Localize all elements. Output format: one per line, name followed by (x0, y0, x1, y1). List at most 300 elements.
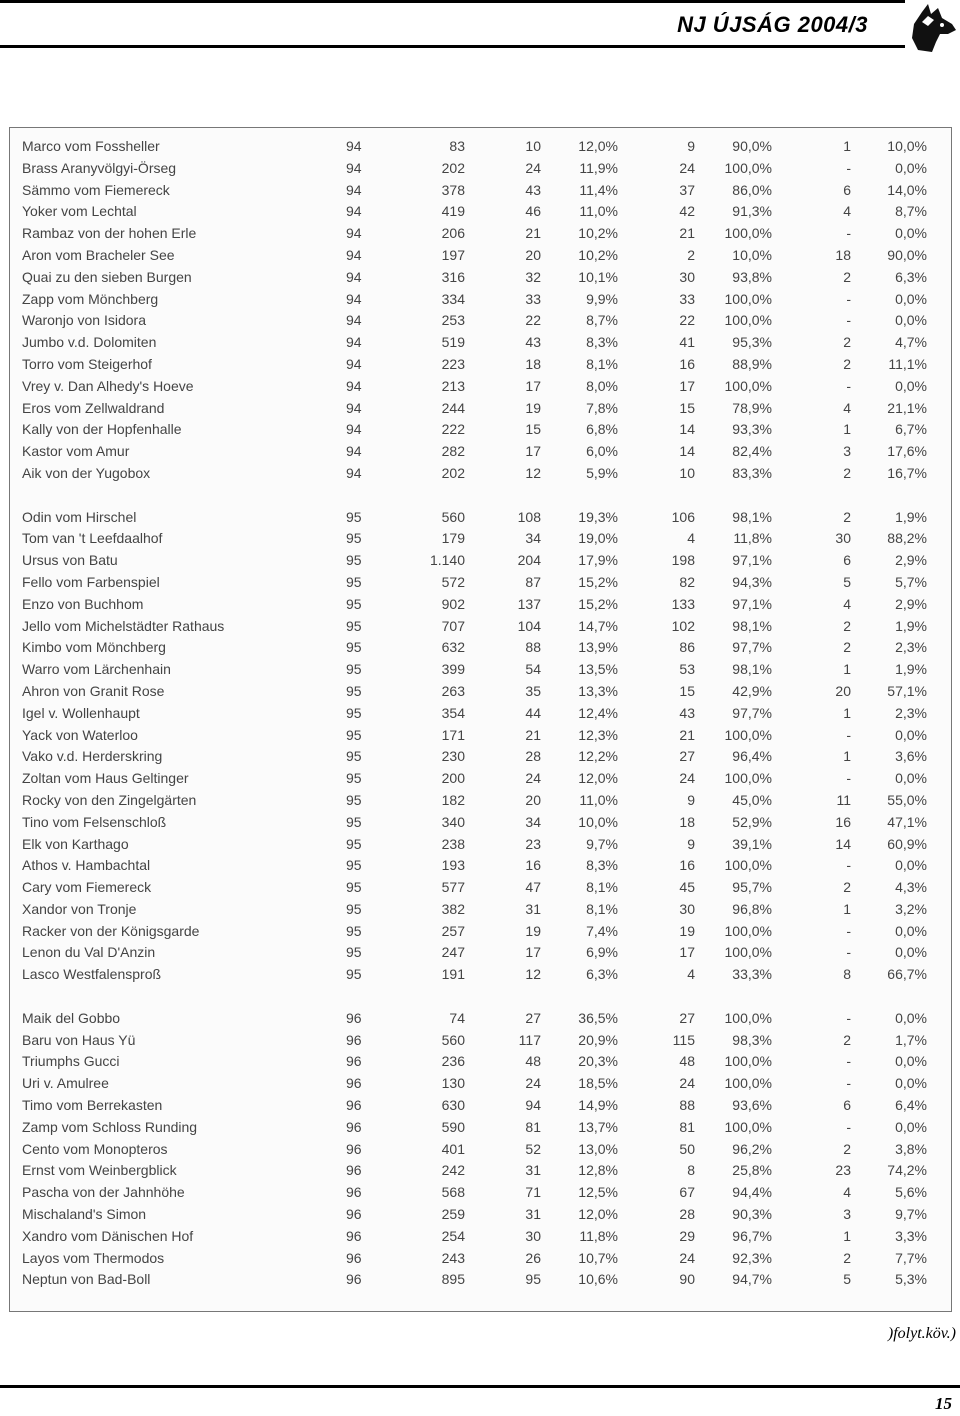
table-row (10, 855, 951, 877)
dog-name-cell: Pascha von der Jahnhöhe (22, 1184, 185, 1201)
col-count-b-cell: 2 (843, 617, 851, 634)
dog-name-cell: Cary vom Fiemereck (22, 879, 152, 896)
col-total-cell: 200 (441, 770, 465, 787)
col-count-a-cell: 33 (679, 290, 695, 307)
dog-name-cell: Ernst vom Weinbergblick (22, 1162, 177, 1179)
col-percent-a-cell: 92,3% (732, 1249, 772, 1266)
table-row (10, 616, 951, 638)
birth-year-cell: 95 (346, 573, 362, 590)
col-count-b-cell: - (846, 1075, 851, 1092)
col-count-a-cell: 4 (687, 530, 695, 547)
col-count-cell: 137 (517, 595, 541, 612)
col-percent-b-cell: 0,0% (895, 857, 927, 874)
col-percent-cell: 9,9% (586, 290, 618, 307)
table-row (10, 1051, 951, 1073)
col-count-b-cell: 14 (835, 835, 851, 852)
dog-name-cell: Brass Aranyvölgyi-Örseg (22, 159, 177, 176)
col-count-b-cell: - (846, 922, 851, 939)
col-count-cell: 18 (525, 355, 541, 372)
col-count-cell: 19 (525, 922, 541, 939)
col-count-a-cell: 42 (679, 203, 695, 220)
table-row (10, 398, 951, 420)
col-count-b-cell: 23 (835, 1162, 851, 1179)
col-percent-b-cell: 16,7% (887, 464, 927, 481)
birth-year-cell: 96 (346, 1206, 362, 1223)
birth-year-cell: 94 (346, 159, 362, 176)
col-percent-a-cell: 97,7% (732, 704, 772, 721)
table-row (10, 877, 951, 899)
dog-name-cell: Warro vom Lärchenhain (22, 661, 171, 678)
col-total-cell: 707 (441, 617, 465, 634)
col-percent-cell: 11,8% (579, 1227, 618, 1244)
col-total-cell: 282 (441, 443, 465, 460)
col-percent-b-cell: 17,6% (887, 443, 927, 460)
col-percent-b-cell: 1,7% (895, 1031, 927, 1048)
col-percent-b-cell: 4,7% (895, 334, 927, 351)
table-row (10, 1095, 951, 1117)
table-row (10, 1117, 951, 1139)
col-count-cell: 26 (525, 1249, 541, 1266)
dog-name-cell: Igel v. Wollenhaupt (22, 704, 140, 721)
dog-name-cell: Aik von der Yugobox (22, 464, 151, 481)
col-count-b-cell: 3 (843, 1206, 851, 1223)
col-percent-cell: 9,7% (586, 835, 618, 852)
col-percent-cell: 14,9% (578, 1097, 618, 1114)
col-count-b-cell: 2 (843, 355, 851, 372)
col-percent-cell: 12,0% (578, 1206, 618, 1223)
dog-name-cell: Kimbo vom Mönchberg (22, 639, 166, 656)
dog-name-cell: Torro vom Steigerhof (22, 355, 152, 372)
col-percent-b-cell: 21,1% (887, 399, 927, 416)
dog-name-cell: Tino vom Felsenschloß (22, 813, 167, 830)
col-percent-cell: 15,2% (578, 573, 618, 590)
col-count-b-cell: 3 (843, 443, 851, 460)
col-count-b-cell: 2 (843, 508, 851, 525)
col-count-b-cell: 2 (843, 1249, 851, 1266)
col-count-a-cell: 14 (679, 421, 695, 438)
birth-year-cell: 94 (346, 464, 362, 481)
table-row (10, 158, 951, 180)
birth-year-cell: 94 (346, 203, 362, 220)
table-row (10, 659, 951, 681)
birth-year-cell: 96 (346, 1271, 362, 1288)
col-count-a-cell: 24 (679, 1249, 695, 1266)
col-percent-b-cell: 0,0% (895, 159, 927, 176)
col-percent-b-cell: 74,2% (887, 1162, 927, 1179)
col-percent-a-cell: 98,3% (732, 1031, 772, 1048)
col-total-cell: 193 (441, 857, 465, 874)
col-percent-a-cell: 97,1% (732, 595, 772, 612)
col-percent-b-cell: 10,0% (887, 138, 927, 154)
col-percent-a-cell: 100,0% (724, 922, 772, 939)
col-percent-cell: 12,2% (578, 748, 618, 765)
col-count-a-cell: 17 (679, 377, 695, 394)
birth-year-cell: 95 (346, 813, 362, 830)
col-total-cell: 238 (441, 835, 465, 852)
col-count-b-cell: 2 (843, 639, 851, 656)
col-count-a-cell: 17 (679, 944, 695, 961)
col-count-a-cell: 9 (687, 835, 695, 852)
col-percent-b-cell: 57,1% (887, 682, 927, 699)
col-percent-a-cell: 11,8% (733, 530, 772, 547)
col-count-a-cell: 16 (679, 355, 695, 372)
dog-name-cell: Zapp vom Mönchberg (22, 290, 159, 307)
col-total-cell: 74 (449, 1009, 465, 1026)
col-percent-b-cell: 0,0% (895, 1009, 927, 1026)
col-count-cell: 43 (525, 181, 541, 198)
col-total-cell: 253 (441, 312, 465, 329)
col-percent-cell: 8,1% (586, 900, 618, 917)
birth-year-cell: 95 (346, 900, 362, 917)
col-percent-cell: 10,2% (578, 246, 618, 263)
dog-name-cell: Jumbo v.d. Dolomiten (22, 334, 157, 351)
table-row (10, 921, 951, 943)
col-count-cell: 19 (525, 399, 541, 416)
col-count-b-cell: 1 (843, 748, 851, 765)
birth-year-cell: 95 (346, 726, 362, 743)
col-percent-cell: 13,7% (578, 1118, 618, 1135)
col-count-cell: 52 (525, 1140, 541, 1157)
dog-name-cell: Rambaz von der hohen Erle (22, 225, 197, 242)
birth-year-cell: 95 (346, 857, 362, 874)
birth-year-cell: 94 (346, 225, 362, 242)
col-percent-a-cell: 82,4% (732, 443, 772, 460)
col-total-cell: 401 (441, 1140, 465, 1157)
col-total-cell: 1.140 (429, 552, 465, 569)
table-row (10, 180, 951, 202)
col-percent-cell: 12,5% (578, 1184, 618, 1201)
col-count-a-cell: 9 (687, 138, 695, 154)
col-count-a-cell: 8 (687, 1162, 695, 1179)
col-percent-a-cell: 96,7% (732, 1227, 772, 1244)
birth-year-cell: 96 (346, 1118, 362, 1135)
col-percent-cell: 11,0% (579, 203, 618, 220)
col-percent-a-cell: 95,7% (732, 879, 772, 896)
col-percent-cell: 19,3% (578, 508, 618, 525)
col-percent-b-cell: 0,0% (895, 770, 927, 787)
col-percent-b-cell: 2,3% (895, 639, 927, 656)
col-count-a-cell: 24 (679, 1075, 695, 1092)
col-count-cell: 46 (525, 203, 541, 220)
table-row (10, 834, 951, 856)
table-row (10, 1248, 951, 1270)
col-count-b-cell: - (846, 312, 851, 329)
col-percent-cell: 10,6% (578, 1271, 618, 1288)
dog-name-cell: Kastor vom Amur (22, 443, 130, 460)
col-count-cell: 21 (525, 225, 541, 242)
dog-name-cell: Quai zu den sieben Burgen (22, 268, 192, 285)
col-total-cell: 382 (441, 900, 465, 917)
col-percent-b-cell: 6,7% (895, 421, 927, 438)
col-percent-a-cell: 93,6% (732, 1097, 772, 1114)
dog-name-cell: Lenon du Val D'Anzin (22, 944, 156, 961)
col-count-b-cell: 6 (843, 1097, 851, 1114)
col-count-cell: 24 (525, 770, 541, 787)
table-row (10, 332, 951, 354)
col-percent-cell: 13,5% (578, 661, 618, 678)
col-total-cell: 179 (441, 530, 465, 547)
col-count-a-cell: 22 (679, 312, 695, 329)
group-separator (10, 986, 951, 1008)
col-percent-a-cell: 88,9% (732, 355, 772, 372)
col-percent-b-cell: 0,0% (895, 225, 927, 242)
col-count-cell: 48 (525, 1053, 541, 1070)
col-total-cell: 419 (441, 203, 465, 220)
birth-year-cell: 96 (346, 1075, 362, 1092)
dog-name-cell: Yoker vom Lechtal (22, 203, 137, 220)
col-count-b-cell: 1 (843, 704, 851, 721)
col-total-cell: 316 (441, 268, 465, 285)
birth-year-cell: 95 (346, 530, 362, 547)
col-percent-b-cell: 90,0% (887, 246, 927, 263)
col-total-cell: 354 (441, 704, 465, 721)
col-count-cell: 27 (525, 1009, 541, 1026)
col-count-a-cell: 27 (679, 1009, 695, 1026)
table-row (10, 376, 951, 398)
col-percent-b-cell: 3,2% (895, 900, 927, 917)
col-count-cell: 12 (525, 966, 541, 983)
col-count-a-cell: 53 (679, 661, 695, 678)
col-count-cell: 20 (525, 791, 541, 808)
col-percent-a-cell: 96,4% (732, 748, 772, 765)
table-row (10, 790, 951, 812)
col-count-b-cell: 1 (843, 900, 851, 917)
dog-name-cell: Vako v.d. Herderskring (22, 748, 163, 765)
col-count-cell: 31 (525, 1206, 541, 1223)
col-percent-b-cell: 9,7% (895, 1206, 927, 1223)
col-count-a-cell: 24 (679, 770, 695, 787)
col-count-cell: 22 (525, 312, 541, 329)
col-count-b-cell: - (846, 726, 851, 743)
col-percent-b-cell: 8,7% (895, 203, 927, 220)
col-count-b-cell: 6 (843, 181, 851, 198)
col-percent-cell: 10,2% (578, 225, 618, 242)
birth-year-cell: 95 (346, 639, 362, 656)
col-percent-cell: 13,9% (578, 639, 618, 656)
dog-name-cell: Ahron von Granit Rose (22, 682, 165, 699)
birth-year-cell: 95 (346, 944, 362, 961)
table-row (10, 310, 951, 332)
col-count-cell: 117 (518, 1031, 541, 1048)
col-count-b-cell: 4 (843, 595, 851, 612)
col-percent-cell: 6,0% (586, 443, 618, 460)
birth-year-cell: 94 (346, 290, 362, 307)
col-total-cell: 902 (441, 595, 465, 612)
col-count-b-cell: 2 (843, 879, 851, 896)
col-count-a-cell: 28 (679, 1206, 695, 1223)
col-percent-b-cell: 3,8% (895, 1140, 927, 1157)
col-count-cell: 34 (525, 813, 541, 830)
col-percent-cell: 8,3% (586, 334, 618, 351)
birth-year-cell: 94 (346, 181, 362, 198)
table-row (10, 812, 951, 834)
col-percent-a-cell: 90,3% (732, 1206, 772, 1223)
col-percent-a-cell: 100,0% (724, 225, 772, 242)
col-percent-a-cell: 10,0% (732, 246, 772, 263)
dog-name-cell: Sämmo vom Fiemereck (22, 181, 170, 198)
dog-name-cell: Xandro vom Dänischen Hof (22, 1227, 194, 1244)
col-percent-a-cell: 42,9% (732, 682, 772, 699)
col-percent-cell: 6,8% (586, 421, 618, 438)
dog-name-cell: Aron vom Bracheler See (22, 246, 175, 263)
col-percent-cell: 11,4% (579, 181, 618, 198)
col-percent-a-cell: 100,0% (724, 1075, 772, 1092)
col-count-a-cell: 115 (672, 1031, 695, 1048)
col-count-b-cell: 2 (843, 334, 851, 351)
table-row (10, 899, 951, 921)
col-total-cell: 182 (441, 791, 465, 808)
table-row (10, 1226, 951, 1248)
col-total-cell: 230 (441, 748, 465, 765)
col-count-a-cell: 81 (679, 1118, 695, 1135)
col-percent-b-cell: 0,0% (895, 1075, 927, 1092)
col-count-cell: 20 (525, 246, 541, 263)
col-total-cell: 378 (441, 181, 465, 198)
col-count-a-cell: 24 (679, 159, 695, 176)
dog-name-cell: Lasco Westfalensproß (22, 966, 162, 983)
col-percent-b-cell: 3,3% (895, 1227, 927, 1244)
col-count-cell: 12 (525, 464, 541, 481)
col-percent-a-cell: 97,7% (732, 639, 772, 656)
col-count-b-cell: 18 (835, 246, 851, 263)
col-percent-b-cell: 7,7% (895, 1249, 927, 1266)
col-percent-b-cell: 55,0% (887, 791, 927, 808)
dog-name-cell: Zoltan vom Haus Geltinger (22, 770, 189, 787)
col-percent-a-cell: 33,3% (732, 966, 772, 983)
col-count-b-cell: 2 (843, 464, 851, 481)
dog-name-cell: Eros vom Zellwaldrand (22, 399, 165, 416)
col-percent-cell: 10,7% (578, 1249, 618, 1266)
dog-name-cell: Neptun von Bad-Boll (22, 1271, 151, 1288)
birth-year-cell: 95 (346, 704, 362, 721)
col-percent-cell: 13,0% (578, 1140, 618, 1157)
col-percent-a-cell: 39,1% (732, 835, 772, 852)
col-count-cell: 23 (525, 835, 541, 852)
table-row (10, 223, 951, 245)
col-percent-a-cell: 100,0% (724, 944, 772, 961)
col-percent-cell: 8,3% (586, 857, 618, 874)
col-percent-b-cell: 2,9% (895, 595, 927, 612)
birth-year-cell: 95 (346, 661, 362, 678)
col-count-b-cell: 8 (843, 966, 851, 983)
table-row (10, 1160, 951, 1182)
col-count-cell: 35 (525, 682, 541, 699)
col-count-b-cell: - (846, 225, 851, 242)
dog-name-cell: Zamp vom Schloss Runding (22, 1118, 198, 1135)
col-percent-cell: 10,1% (578, 268, 618, 285)
col-percent-b-cell: 14,0% (887, 181, 927, 198)
col-count-b-cell: - (846, 944, 851, 961)
statistics-table (9, 127, 952, 1312)
col-count-b-cell: 1 (843, 421, 851, 438)
col-percent-a-cell: 94,4% (732, 1184, 772, 1201)
col-count-b-cell: - (846, 1118, 851, 1135)
table-row (10, 267, 951, 289)
birth-year-cell: 95 (346, 879, 362, 896)
col-percent-cell: 8,1% (586, 879, 618, 896)
col-count-b-cell: - (846, 770, 851, 787)
col-count-cell: 108 (517, 508, 541, 525)
col-percent-cell: 6,3% (586, 966, 618, 983)
col-percent-a-cell: 91,3% (732, 203, 772, 220)
dog-name-cell: Odin vom Hirschel (22, 508, 137, 525)
birth-year-cell: 95 (346, 682, 362, 699)
col-count-cell: 10 (525, 138, 541, 154)
birth-year-cell: 96 (346, 1184, 362, 1201)
page-header-title: NJ ÚJSÁG 2004/3 (677, 12, 868, 37)
col-percent-b-cell: 88,2% (887, 530, 927, 547)
col-total-cell: 242 (441, 1162, 465, 1179)
col-percent-b-cell: 0,0% (895, 944, 927, 961)
dog-name-cell: Uri v. Amulree (22, 1075, 109, 1092)
table-row (10, 507, 951, 529)
col-percent-b-cell: 4,3% (895, 879, 927, 896)
table-row (10, 463, 951, 485)
birth-year-cell: 95 (346, 922, 362, 939)
dog-name-cell: Triumphs Gucci (22, 1053, 120, 1070)
col-count-a-cell: 4 (687, 966, 695, 983)
col-count-a-cell: 14 (679, 443, 695, 460)
birth-year-cell: 94 (346, 138, 362, 154)
col-percent-a-cell: 100,0% (724, 312, 772, 329)
table-row (10, 637, 951, 659)
col-count-cell: 24 (525, 1075, 541, 1092)
col-count-a-cell: 67 (679, 1184, 695, 1201)
table-row (10, 289, 951, 311)
birth-year-cell: 95 (346, 748, 362, 765)
col-count-a-cell: 198 (671, 552, 695, 569)
col-count-b-cell: 30 (835, 530, 851, 547)
col-count-b-cell: - (846, 377, 851, 394)
table-row (10, 1269, 951, 1291)
col-count-b-cell: 1 (843, 661, 851, 678)
dog-head-icon (898, 0, 958, 58)
col-total-cell: 130 (441, 1075, 465, 1092)
col-total-cell: 197 (441, 246, 465, 263)
col-count-b-cell: 1 (843, 138, 851, 154)
col-count-cell: 33 (525, 290, 541, 307)
col-count-b-cell: 4 (843, 203, 851, 220)
col-count-a-cell: 29 (679, 1227, 695, 1244)
birth-year-cell: 96 (346, 1097, 362, 1114)
col-count-cell: 31 (525, 1162, 541, 1179)
col-total-cell: 223 (441, 355, 465, 372)
birth-year-cell: 95 (346, 791, 362, 808)
dog-name-cell: Racker von der Königsgarde (22, 922, 200, 939)
col-total-cell: 577 (441, 879, 465, 896)
col-percent-b-cell: 6,3% (895, 268, 927, 285)
table-row (10, 725, 951, 747)
col-percent-b-cell: 5,3% (895, 1271, 927, 1288)
col-count-a-cell: 43 (679, 704, 695, 721)
birth-year-cell: 95 (346, 617, 362, 634)
col-percent-cell: 10,0% (578, 813, 618, 830)
col-count-b-cell: 11 (836, 791, 851, 808)
col-count-a-cell: 37 (679, 181, 695, 198)
col-percent-a-cell: 94,7% (732, 1271, 772, 1288)
col-count-cell: 95 (525, 1271, 541, 1288)
col-percent-cell: 17,9% (578, 552, 618, 569)
col-count-b-cell: 2 (843, 268, 851, 285)
col-percent-b-cell: 1,9% (895, 661, 927, 678)
col-count-b-cell: 5 (843, 573, 851, 590)
birth-year-cell: 94 (346, 443, 362, 460)
birth-year-cell: 94 (346, 355, 362, 372)
col-percent-a-cell: 100,0% (724, 290, 772, 307)
col-total-cell: 895 (441, 1271, 465, 1288)
dog-name-cell: Tom van 't Leefdaalhof (22, 530, 163, 547)
col-count-b-cell: - (846, 1009, 851, 1026)
